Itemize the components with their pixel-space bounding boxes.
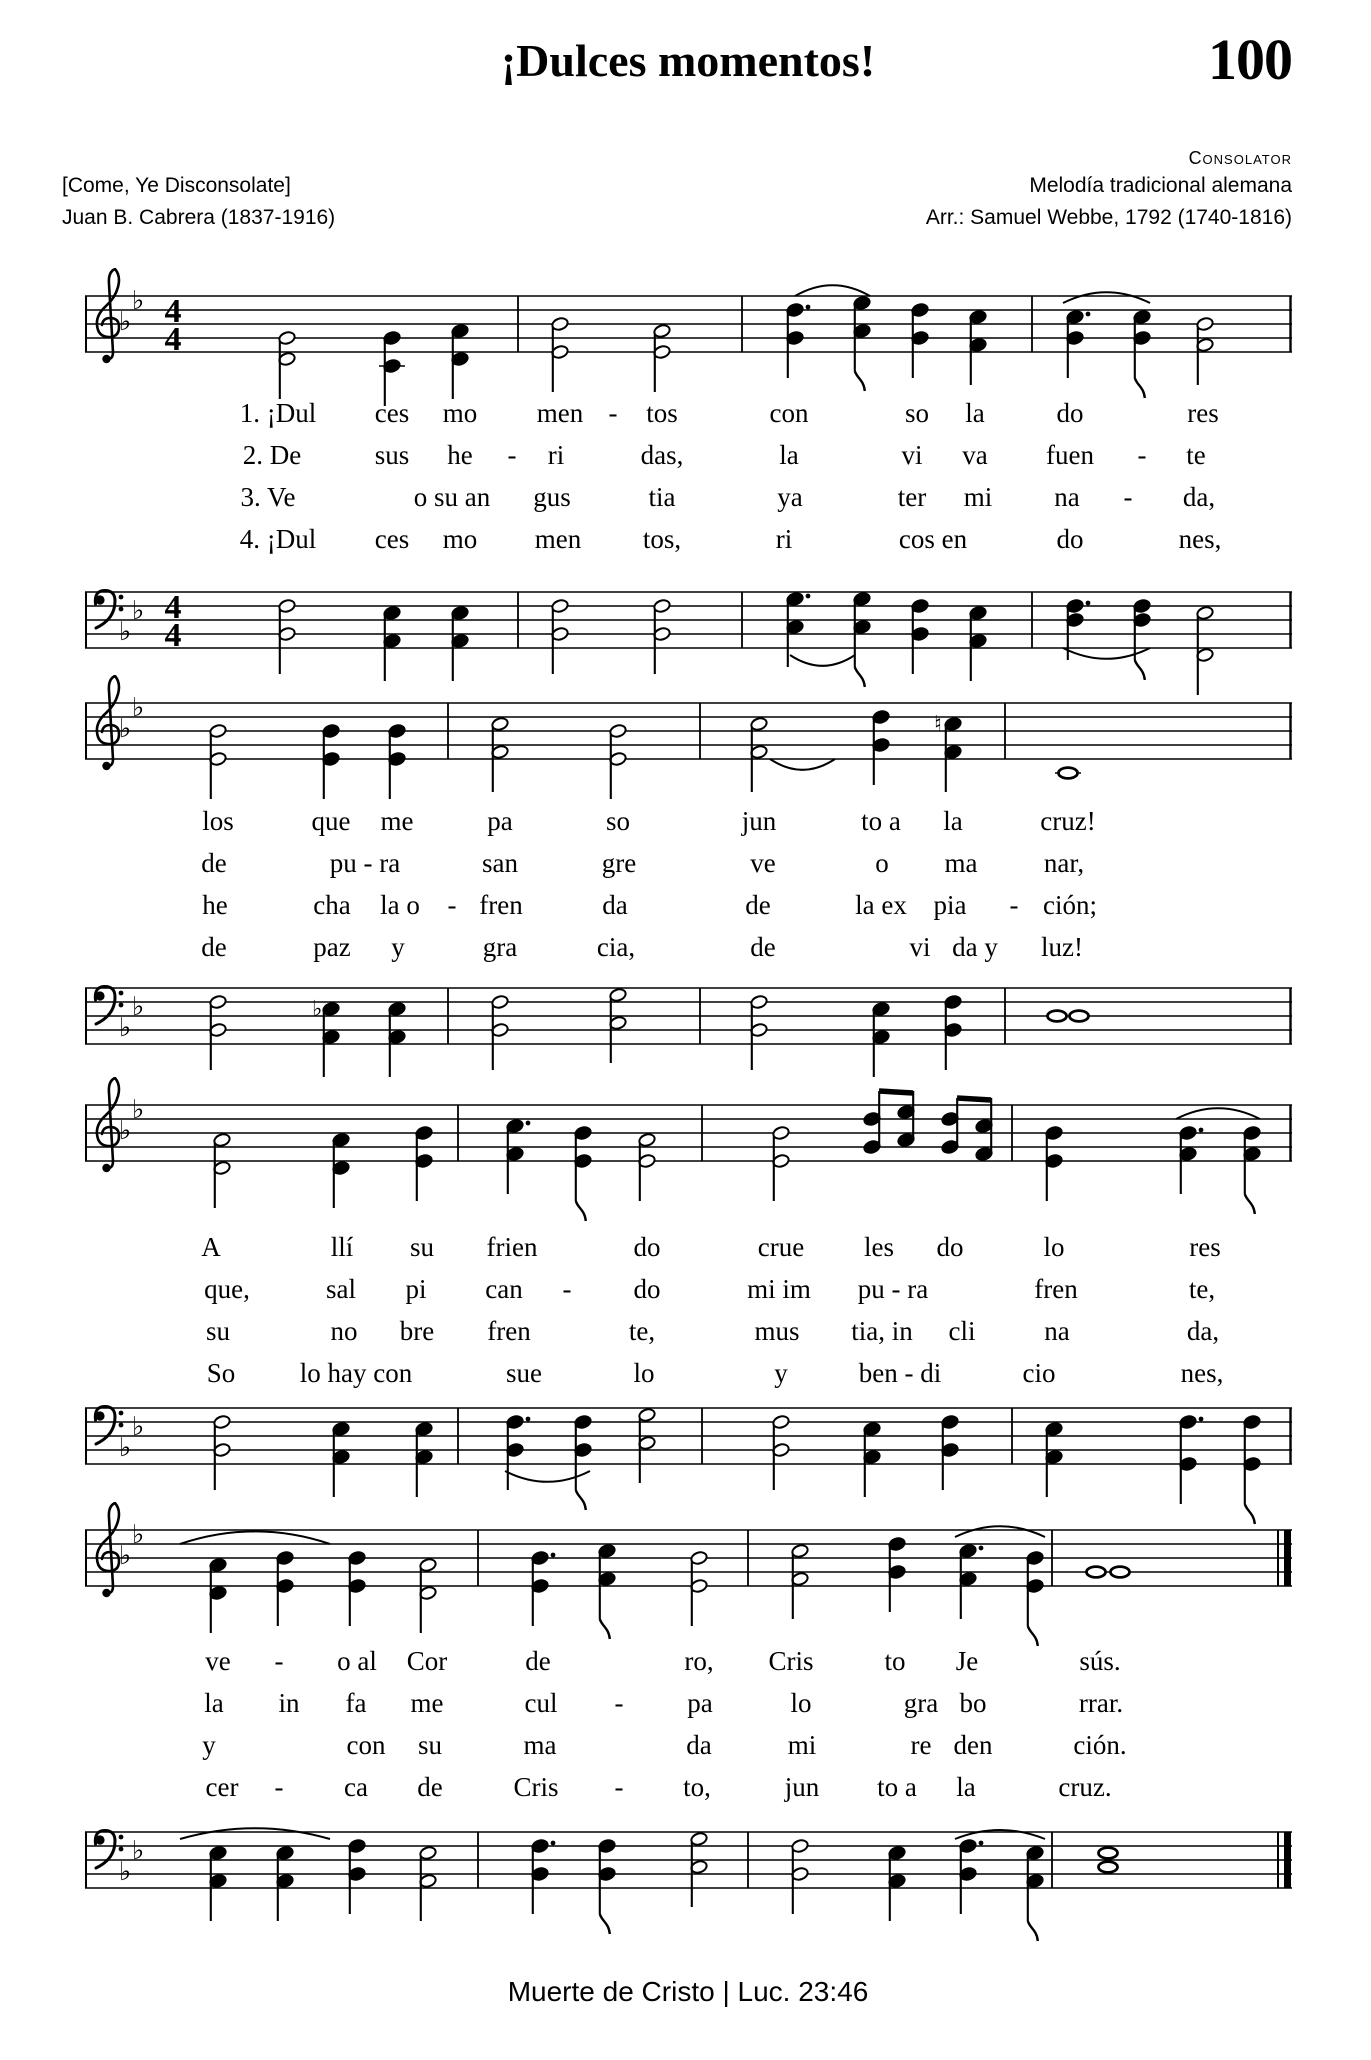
bass-clef-icon xyxy=(95,1830,123,1868)
lyric-syllable: y xyxy=(202,1730,216,1760)
lyric-syllable: men xyxy=(534,524,582,554)
svg-text:♭: ♭ xyxy=(132,1520,145,1550)
lyric-syllable: - xyxy=(274,1646,284,1676)
lyric-syllable: he xyxy=(202,890,228,920)
lyric-syllable: paz xyxy=(313,932,351,962)
lyric-syllable: - xyxy=(614,1688,624,1718)
lyric-syllable: - xyxy=(447,890,457,920)
lyric-syllable: cia, xyxy=(596,932,636,962)
lyric-syllable: cli xyxy=(948,1316,976,1346)
lyric-syllable: - xyxy=(608,398,618,428)
lyric-syllable: nes, xyxy=(1178,524,1222,554)
lyric-syllable: de xyxy=(201,932,227,962)
svg-text:♭: ♭ xyxy=(132,1836,145,1866)
lyric-syllable: do xyxy=(633,1232,661,1262)
lyric-syllable: da xyxy=(602,890,628,920)
lyric-syllable: do xyxy=(1056,524,1084,554)
lyric-syllable: mi xyxy=(787,1730,817,1760)
lyric-syllable: vi xyxy=(901,440,923,470)
lyric-syllable: rrar. xyxy=(1078,1688,1124,1718)
treble-clef-icon xyxy=(97,1503,119,1597)
lyric-syllable: con xyxy=(769,398,809,428)
lyric-syllable: tia xyxy=(648,482,676,512)
lyric-syllable: re xyxy=(910,1730,932,1760)
lyric-syllable: 1. ¡Dul xyxy=(239,398,317,428)
lyric-syllable: pi xyxy=(405,1274,427,1304)
lyric-syllable: ben - di xyxy=(858,1358,942,1388)
bass-staff-1 xyxy=(85,564,1296,734)
lyric-syllable: fren xyxy=(1034,1274,1078,1304)
lyric-syllable: que xyxy=(311,806,351,836)
lyric-syllable: lo xyxy=(790,1688,812,1718)
bass-clef-icon xyxy=(95,986,123,1024)
lyric-syllable: la ex xyxy=(855,890,907,920)
lyric-syllable: te, xyxy=(1188,1274,1216,1304)
lyric-syllable: de xyxy=(201,848,227,878)
lyric-syllable: de xyxy=(750,932,776,962)
lyric-syllable: la xyxy=(779,440,799,470)
lyric-syllable: Cris xyxy=(513,1772,559,1802)
tune-name: Consolator xyxy=(1188,148,1292,168)
lyric-syllable: mo xyxy=(442,524,478,554)
lyric-syllable: lo hay con xyxy=(299,1358,413,1388)
lyric-syllable: res xyxy=(1189,1232,1221,1262)
lyric-syllable: Cor xyxy=(406,1646,448,1676)
lyric-syllable: ces xyxy=(374,524,410,554)
lyric-syllable: pu - ra xyxy=(329,848,401,878)
svg-text:4: 4 xyxy=(164,293,182,330)
lyric-syllable: fa xyxy=(345,1688,367,1718)
lyric-syllable: gra xyxy=(903,1688,939,1718)
lyric-syllable: lo xyxy=(1043,1232,1065,1262)
lyric-syllable: cruz! xyxy=(1040,806,1096,836)
lyric-syllable: mi xyxy=(963,482,993,512)
lyric-syllable: lo xyxy=(633,1358,655,1388)
lyric-syllable: su xyxy=(205,1316,231,1346)
lyric-syllable: la o xyxy=(380,890,420,920)
lyric-syllable: den xyxy=(953,1730,993,1760)
lyric-syllable: ya xyxy=(777,482,803,512)
svg-text:♭: ♭ xyxy=(119,307,132,337)
lyric-syllable: mus xyxy=(754,1316,800,1346)
lyric-syllable: llí xyxy=(330,1232,354,1262)
lyric-syllable: da, xyxy=(1182,482,1216,512)
lyric-syllable: ri xyxy=(775,524,793,554)
lyric-syllable: vi xyxy=(909,932,931,962)
lyric-syllable: Je xyxy=(955,1646,979,1676)
lyric-syllable: so xyxy=(605,806,631,836)
lyric-syllable: cer xyxy=(205,1772,239,1802)
lyric-syllable: luz! xyxy=(1041,932,1083,962)
footer-caption: Muerte de Cristo | Luc. 23:46 xyxy=(507,1976,869,2007)
lyric-syllable: sue xyxy=(506,1358,542,1388)
lyric-syllable: he xyxy=(447,440,473,470)
lyric-syllable: da y xyxy=(952,932,998,962)
lyric-syllable: la xyxy=(965,398,985,428)
svg-text:4: 4 xyxy=(164,589,182,626)
lyric-syllable: - xyxy=(507,440,517,470)
lyric-syllable: la xyxy=(943,806,963,836)
svg-text:♭: ♭ xyxy=(119,1013,132,1043)
lyric-syllable: que, xyxy=(204,1274,250,1304)
lyric-syllable: res xyxy=(1187,398,1219,428)
lyric-syllable: tos xyxy=(646,398,678,428)
lyric-syllable: fren xyxy=(479,890,523,920)
lyric-syllable: to a xyxy=(861,806,901,836)
bass-staff-2 xyxy=(85,960,1296,1130)
lyric-syllable: te, xyxy=(628,1316,656,1346)
lyric-syllable: to xyxy=(884,1646,906,1676)
lyric-syllable: do xyxy=(936,1232,964,1262)
lyric-syllable: los xyxy=(202,806,234,836)
lyric-syllable: sal xyxy=(326,1274,356,1304)
svg-text:♮: ♮ xyxy=(934,712,942,737)
lyric-syllable: na xyxy=(1054,482,1080,512)
lyric-syllable: - xyxy=(1009,890,1019,920)
lyric-syllable: pia xyxy=(933,890,967,920)
lyric-syllable: ve xyxy=(750,848,776,878)
lyric-syllable: do xyxy=(633,1274,661,1304)
tune-origin-label: [Come, Ye Disconsolate] xyxy=(62,174,291,197)
arranger-credit: Arr.: Samuel Webbe, 1792 (1740-1816) xyxy=(925,206,1292,229)
lyric-syllable: nar, xyxy=(1043,848,1085,878)
lyric-syllable: - xyxy=(1137,440,1147,470)
lyric-syllable: bo xyxy=(959,1688,987,1718)
lyric-syllable: te xyxy=(1186,440,1206,470)
svg-text:♭: ♭ xyxy=(119,1116,132,1146)
lyric-syllable: no xyxy=(330,1316,358,1346)
lyric-syllable: ve xyxy=(205,1646,231,1676)
lyric-syllable: pa xyxy=(487,806,513,836)
lyric-syllable: les xyxy=(864,1232,894,1262)
lyric-syllable: va xyxy=(962,440,988,470)
svg-text:4: 4 xyxy=(164,617,182,654)
lyric-syllable: 4. ¡Dul xyxy=(239,524,317,554)
lyric-syllable: y xyxy=(391,932,405,962)
lyric-syllable: - xyxy=(562,1274,572,1304)
treble-staff-2 xyxy=(85,675,1296,845)
lyric-syllable: so xyxy=(904,398,930,428)
lyric-syllable: o xyxy=(875,848,889,878)
lyric-syllable: So xyxy=(206,1358,236,1388)
lyric-syllable: me xyxy=(380,806,414,836)
bass-staff-4 xyxy=(85,1804,1296,1974)
lyric-syllable: cha xyxy=(313,890,351,920)
svg-text:♭: ♭ xyxy=(132,1095,145,1125)
lyric-syllable: su xyxy=(409,1232,435,1262)
bass-staff-3 xyxy=(85,1380,1296,1550)
treble-staff-3 xyxy=(85,1077,1296,1247)
lyric-syllable: das, xyxy=(640,440,684,470)
lyric-syllable: nes, xyxy=(1180,1358,1224,1388)
lyric-syllable: - xyxy=(1123,482,1133,512)
bass-clef-icon xyxy=(95,590,123,628)
hymn-number: 100 xyxy=(1208,27,1292,92)
lyric-syllable: can xyxy=(485,1274,523,1304)
lyric-syllable: gus xyxy=(533,482,571,512)
lyric-syllable: me xyxy=(410,1688,444,1718)
lyric-syllable: ma xyxy=(523,1730,557,1760)
lyric-syllable: crue xyxy=(757,1232,805,1262)
svg-text:♭: ♭ xyxy=(119,617,132,647)
lyric-syllable: fren xyxy=(487,1316,531,1346)
svg-text:♭: ♭ xyxy=(119,1857,132,1887)
svg-text:♭: ♭ xyxy=(132,286,145,316)
lyric-syllable: la xyxy=(204,1688,224,1718)
lyric-syllable: o al xyxy=(337,1646,377,1676)
melody-source-credit: Melodía tradicional alemana xyxy=(1029,174,1292,197)
lyric-syllable: sús. xyxy=(1079,1646,1121,1676)
lyric-syllable: gra xyxy=(482,932,518,962)
lyric-syllable: jun xyxy=(741,806,777,836)
lyric-syllable: tos, xyxy=(642,524,682,554)
lyric-syllable: - xyxy=(274,1772,284,1802)
svg-text:♭: ♭ xyxy=(132,992,145,1022)
lyric-syllable: de xyxy=(417,1772,443,1802)
bass-clef-icon xyxy=(95,1406,123,1444)
lyric-syllable: gre xyxy=(601,848,637,878)
lyric-syllable: pa xyxy=(687,1688,713,1718)
lyric-syllable: mi im xyxy=(747,1274,811,1304)
lyric-syllable: con xyxy=(346,1730,386,1760)
lyric-syllable: sus xyxy=(374,440,410,470)
lyric-syllable: mo xyxy=(442,398,478,428)
lyric-syllable: cio xyxy=(1022,1358,1056,1388)
lyric-syllable: do xyxy=(1056,398,1084,428)
lyric-syllable: y xyxy=(774,1358,788,1388)
lyric-syllable: de xyxy=(525,1646,551,1676)
treble-clef-icon xyxy=(97,1078,119,1172)
author-credit: Juan B. Cabrera (1837-1916) xyxy=(62,206,336,229)
lyric-syllable: cruz. xyxy=(1058,1772,1112,1802)
lyric-syllable: Cris xyxy=(768,1646,814,1676)
lyric-syllable: fuen xyxy=(1046,440,1094,470)
lyric-syllable: la xyxy=(956,1772,976,1802)
lyric-syllable: ro, xyxy=(684,1646,714,1676)
lyric-syllable: ter xyxy=(897,482,927,512)
lyric-syllable: 2. De xyxy=(242,440,302,470)
lyric-syllable: da, xyxy=(1186,1316,1220,1346)
lyric-syllable: jun xyxy=(784,1772,820,1802)
lyric-syllable: ca xyxy=(344,1772,368,1802)
svg-text:4: 4 xyxy=(164,321,182,358)
lyric-syllable: cos en xyxy=(898,524,968,554)
svg-text:♭: ♭ xyxy=(312,997,323,1022)
treble-clef-icon xyxy=(97,676,119,770)
lyric-syllable: men xyxy=(536,398,584,428)
lyric-syllable: in xyxy=(278,1688,300,1718)
svg-text:♭: ♭ xyxy=(132,693,145,723)
lyric-syllable: na xyxy=(1044,1316,1070,1346)
lyric-syllable: bre xyxy=(399,1316,435,1346)
lyric-syllable: de xyxy=(745,890,771,920)
lyric-syllable: ma xyxy=(944,848,978,878)
lyric-syllable: 3. Ve xyxy=(240,482,296,512)
lyric-syllable: to a xyxy=(877,1772,917,1802)
lyric-syllable: tia, in xyxy=(851,1316,913,1346)
lyric-syllable: o su an xyxy=(413,482,491,512)
svg-text:♭: ♭ xyxy=(132,1412,145,1442)
page-title: ¡Dulces momentos! xyxy=(500,35,876,86)
lyric-syllable: san xyxy=(482,848,518,878)
treble-clef-icon xyxy=(97,269,119,363)
lyric-syllable: pu - ra xyxy=(857,1274,929,1304)
lyric-syllable: cul xyxy=(524,1688,558,1718)
svg-text:♭: ♭ xyxy=(119,1433,132,1463)
svg-text:♭: ♭ xyxy=(132,596,145,626)
lyric-syllable: frien xyxy=(486,1232,538,1262)
lyric-syllable: - xyxy=(614,1772,624,1802)
lyric-syllable: ción; xyxy=(1043,890,1097,920)
svg-text:♭: ♭ xyxy=(119,1541,132,1571)
lyric-syllable: A xyxy=(201,1232,221,1262)
lyric-syllable: su xyxy=(417,1730,443,1760)
lyric-syllable: ces xyxy=(374,398,410,428)
lyric-syllable: da xyxy=(686,1730,712,1760)
lyric-syllable: to, xyxy=(683,1772,711,1802)
lyric-syllable: ri xyxy=(547,440,565,470)
svg-text:♭: ♭ xyxy=(119,714,132,744)
lyric-syllable: ción. xyxy=(1073,1730,1127,1760)
